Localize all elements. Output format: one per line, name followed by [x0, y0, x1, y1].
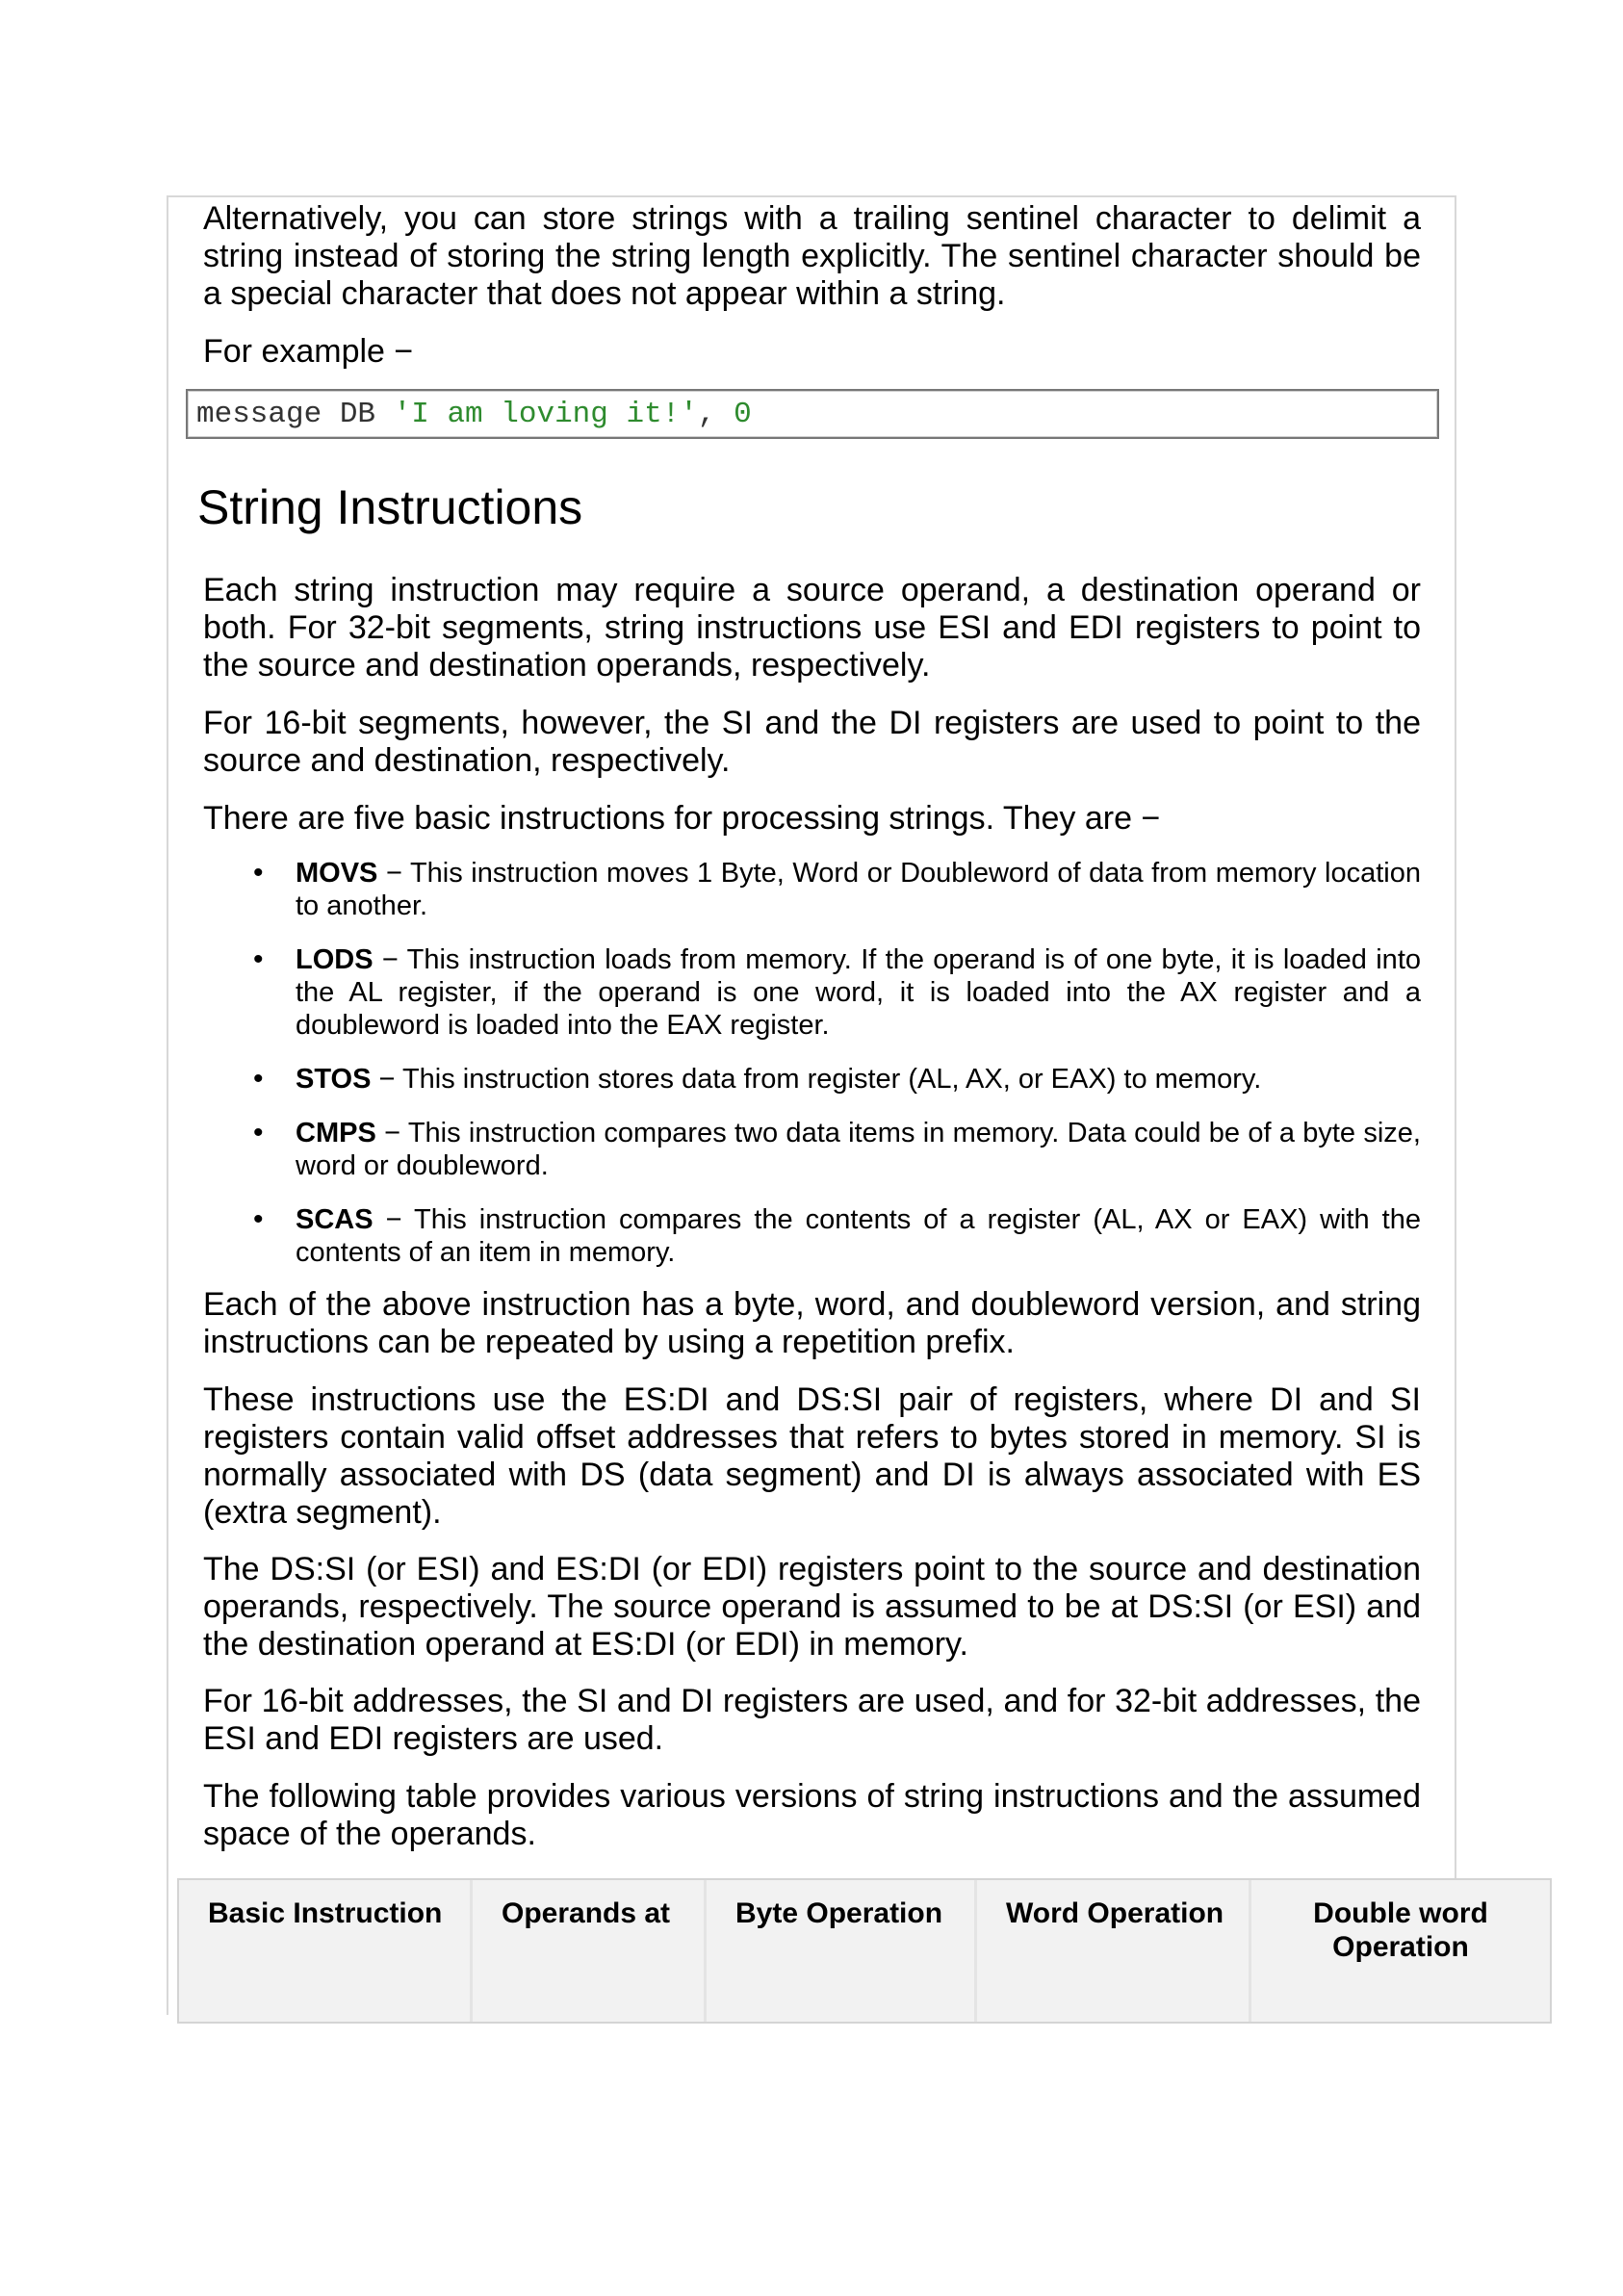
- section-p5-block: [203, 1381, 1421, 1532]
- string-instructions-table: [177, 1878, 1552, 2024]
- code-prefix: message DB: [196, 398, 394, 431]
- section-p6-block: [203, 1551, 1421, 1664]
- section-paragraph-1: Each string instruction may require a source operand, a destination operand or both. For 32-bit segments, string instructions use ESI and EDI registers to point to the source and destination operands, respectively.: [203, 572, 1421, 684]
- section-p7-block: [203, 1683, 1421, 1758]
- section-p1-block: [203, 572, 1421, 684]
- instruction-name: LODS: [296, 944, 374, 975]
- section-p4-block: [203, 1286, 1421, 1361]
- section-paragraph-7: For 16-bit addresses, the SI and DI registers are used, and for 32-bit addresses, the ESI and EDI registers are used.: [203, 1683, 1421, 1757]
- list-item: [248, 1203, 1421, 1269]
- bullet-icon: •: [253, 1117, 264, 1148]
- code-separator: ,: [697, 398, 734, 431]
- code-string: 'I am loving it!': [393, 398, 698, 431]
- instruction-desc: − This instruction compares the contents of a register (AL, AX or EAX) with the contents of an item in memory.: [296, 1204, 1421, 1268]
- section-paragraph-6: The DS:SI (or ESI) and ES:DI (or EDI) registers point to the source and destination operands, respectively. The source operand is assumed to be at DS:SI (or ESI) and the destination operand at ES:DI (or EDI) in memory.: [203, 1551, 1421, 1663]
- instruction-desc: − This instruction loads from memory. If the operand is of one byte, it is loaded into the AL register, if the operand is one word, it is loaded into the AX register and a doubleword is loaded into the EAX register.: [296, 944, 1421, 1041]
- list-item: [248, 1063, 1421, 1096]
- header-basic-instruction: Basic Instruction: [179, 1880, 472, 2022]
- list-item: [248, 1117, 1421, 1182]
- section-paragraph-8: The following table provides various versions of string instructions and the assumed space of the operands.: [203, 1778, 1421, 1852]
- header-word-operation: Word Operation: [976, 1880, 1250, 2022]
- section-p2-block: [203, 705, 1421, 780]
- header-double-word-operation: Double word Operation: [1313, 1897, 1488, 1963]
- section-paragraph-2: For 16-bit segments, however, the SI and the DI registers are used to point to the source and destination, respectively.: [203, 705, 1421, 779]
- intro-paragraph: Alternatively, you can store strings with a trailing sentinel character to delimit a string instead of storing the string length explicitly. The sentinel character should be a special character that does not appear within a string.: [203, 200, 1421, 312]
- section-p3-block: [203, 800, 1421, 838]
- section-paragraph-3: There are five basic instructions for processing strings. They are −: [203, 800, 1161, 837]
- list-item: [248, 857, 1421, 922]
- instruction-desc: − This instruction compares two data items in memory. Data could be of a byte size, word or doubleword.: [296, 1118, 1421, 1181]
- bullet-icon: •: [253, 1063, 264, 1095]
- bullet-icon: •: [253, 943, 264, 975]
- instruction-desc: − This instruction moves 1 Byte, Word or Doubleword of data from memory location to another.: [296, 858, 1421, 921]
- instruction-name: CMPS: [296, 1118, 376, 1148]
- header-operands-at: Operands at: [472, 1880, 706, 2022]
- header-byte-operation: Byte Operation: [706, 1880, 976, 2022]
- section-p8-block: [203, 1778, 1421, 1853]
- instruction-desc: − This instruction stores data from register (AL, AX, or EAX) to memory.: [371, 1064, 1262, 1095]
- bullet-icon: •: [253, 857, 264, 889]
- table-header-row: [179, 1880, 1550, 2022]
- bullet-icon: •: [253, 1203, 264, 1235]
- code-terminator: 0: [734, 398, 752, 431]
- table: [179, 1880, 1550, 2022]
- instruction-name: MOVS: [296, 858, 378, 889]
- section-paragraph-4: Each of the above instruction has a byte, word, and doubleword version, and string instructions can be repeated by using a repetition prefix.: [203, 1286, 1421, 1360]
- example-label: For example −: [203, 333, 414, 370]
- intro-block: [203, 200, 1421, 313]
- code-example: [186, 389, 1439, 439]
- instruction-name: SCAS: [296, 1204, 374, 1235]
- section-paragraph-5: These instructions use the ES:DI and DS:SI pair of registers, where DI and SI registers contain valid offset addresses that refers to bytes stored in memory. SI is normally associated with DS (data segment) and DI is always associated with ES (extra segment).: [203, 1381, 1421, 1531]
- instruction-list: [248, 857, 1421, 1290]
- instruction-name: STOS: [296, 1064, 372, 1095]
- list-item: [248, 943, 1421, 1042]
- section-title: String Instructions: [197, 480, 583, 534]
- example-label-block: [203, 333, 1421, 371]
